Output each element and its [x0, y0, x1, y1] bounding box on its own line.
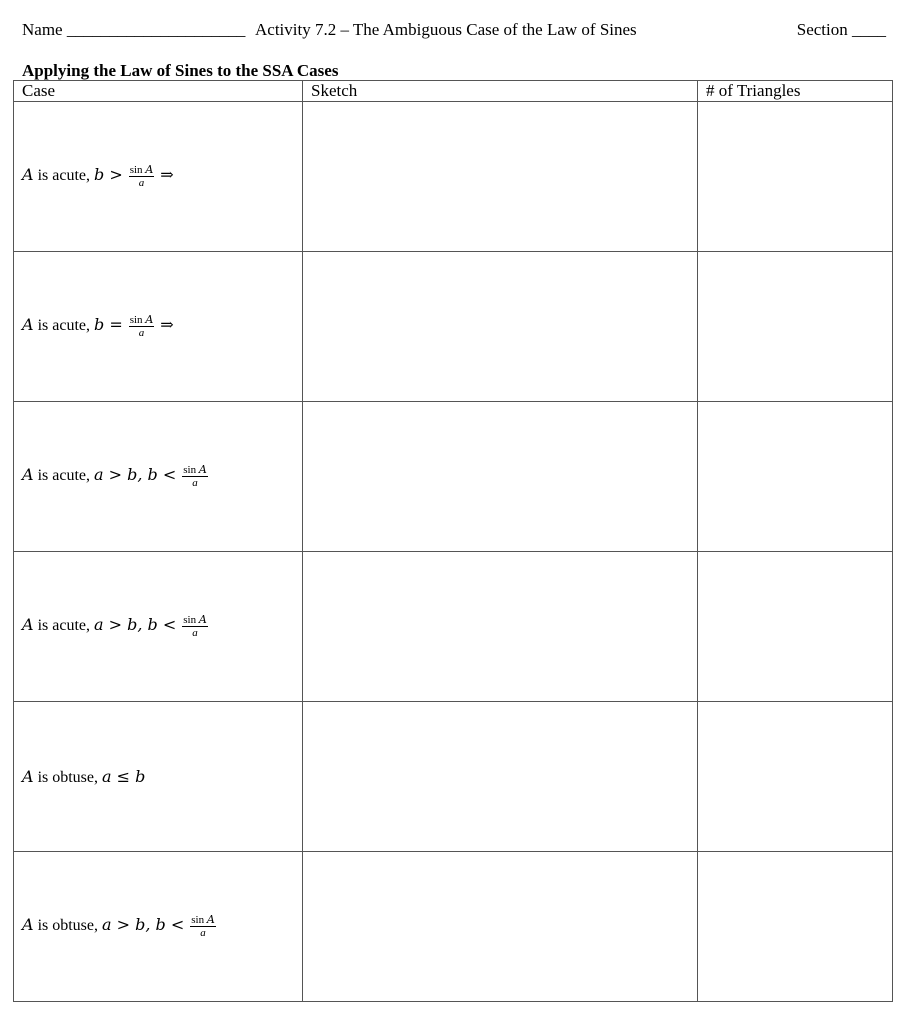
column-header-triangles: # of Triangles — [698, 81, 893, 102]
name-field-label: Name _____________________ — [22, 20, 246, 39]
ssa-cases-table — [13, 80, 893, 1002]
case-text: is acute, — [33, 317, 94, 335]
column-header-sketch: Sketch — [303, 81, 698, 102]
section-field-label: Section ____ — [796, 20, 886, 39]
table-row — [14, 402, 893, 552]
case-angle-var: A — [22, 766, 34, 786]
case-text: is obtuse, — [33, 768, 103, 786]
sin-fraction: $\frac{\text{sin A}}{a}$ — [191, 913, 215, 939]
case-angle-var: A — [22, 315, 34, 335]
case-condition: b > — [93, 165, 123, 185]
triangle-count-cell[interactable] — [698, 252, 893, 402]
case-cell — [14, 402, 303, 552]
case-cell — [14, 102, 303, 252]
triangle-count-cell[interactable] — [698, 552, 893, 702]
activity-title: Activity 7.2 – The Ambiguous Case of the Law of Sines — [255, 20, 637, 39]
sin-fraction: $\frac{\text{sin A}}{a}$ — [129, 163, 154, 189]
table-row — [14, 852, 893, 1002]
case-cell — [14, 852, 303, 1002]
case-condition: b = — [93, 315, 123, 335]
case-text: is acute, — [33, 467, 94, 485]
implies-arrow: ⇒ — [160, 317, 174, 335]
case-text: is acute, — [33, 167, 94, 185]
table-row — [14, 702, 893, 852]
worksheet-header — [22, 20, 886, 44]
table-subtitle: Applying the Law of Sines to the SSA Cases — [22, 61, 339, 80]
case-condition: a > b, b < — [93, 615, 177, 635]
sketch-cell[interactable] — [303, 552, 698, 702]
triangle-count-cell[interactable] — [698, 702, 893, 852]
case-text: is obtuse, — [33, 917, 103, 935]
sketch-cell[interactable] — [303, 252, 698, 402]
triangle-count-cell[interactable] — [698, 852, 893, 1002]
table-row — [14, 552, 893, 702]
implies-arrow: ⇒ — [160, 167, 174, 185]
table-header-row — [14, 81, 893, 102]
triangle-count-cell[interactable] — [698, 102, 893, 252]
sketch-cell[interactable] — [303, 402, 698, 552]
case-cell — [14, 252, 303, 402]
case-cell — [14, 552, 303, 702]
sketch-cell[interactable] — [303, 852, 698, 1002]
triangle-count-cell[interactable] — [698, 402, 893, 552]
case-angle-var: A — [22, 465, 34, 485]
case-condition: a > b, b < — [102, 915, 185, 935]
sketch-cell[interactable] — [303, 102, 698, 252]
sketch-cell[interactable] — [303, 702, 698, 852]
sin-fraction: $\frac{\text{sin A}}{a}$ — [129, 313, 154, 339]
table-row — [14, 252, 893, 402]
case-condition: a > b, b < — [93, 465, 177, 485]
case-angle-var: A — [22, 915, 34, 935]
sin-fraction: $\frac{\text{sin A}}{a}$ — [183, 463, 207, 489]
case-text: is acute, — [33, 617, 94, 635]
column-header-case: Case — [14, 81, 303, 102]
case-cell — [14, 702, 303, 852]
sin-fraction: $\frac{\text{sin A}}{a}$ — [183, 613, 207, 639]
case-condition: a ≤ b — [102, 766, 146, 786]
table-row — [14, 102, 893, 252]
case-angle-var: A — [22, 165, 34, 185]
case-angle-var: A — [22, 615, 34, 635]
